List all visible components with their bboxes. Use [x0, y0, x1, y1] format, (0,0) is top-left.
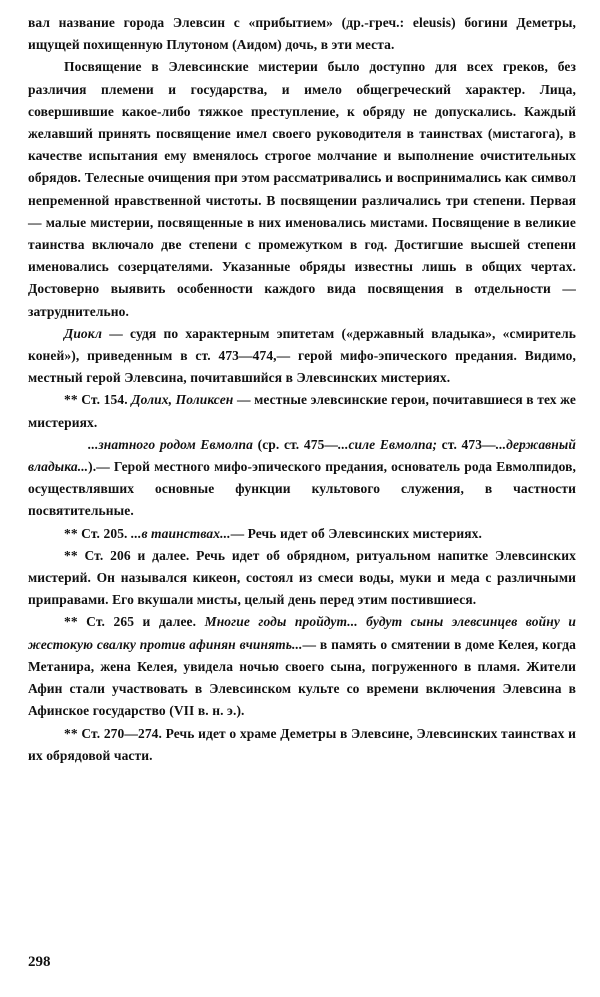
text-segment: ** Ст. 270—274. Речь идет о храме Деметры в Элевсине, Элевсинских таинствах и их обрядовой части.: [28, 725, 576, 763]
page-number: 298: [28, 954, 51, 970]
note-line-205: [28, 523, 576, 545]
text-segment: Долих, Поликсен: [131, 392, 234, 408]
text-segment: ст. 473—: [437, 436, 496, 452]
text-segment: ** Ст. 205.: [64, 525, 132, 541]
text-segment: Диокл: [64, 325, 103, 341]
note-line-154: [28, 389, 576, 433]
paragraph-initiation: [28, 56, 576, 322]
note-line-265: [28, 611, 576, 722]
text-segment: — Речь идет об Элевсинских мистериях.: [230, 525, 482, 541]
page-body: [28, 12, 576, 767]
text-segment: — судя по характерным эпитетам («державный владыка», «смиритель коней»), приведенным в ст. 473—474,— герой мифо-эпического предания. Видимо, местный герой Элевсина, почитавшийся в Элевсинских мистериях.: [28, 325, 576, 386]
text-segment: Многие годы пройдут... будут сыны элевсинцев войну и жестокую свалку против афинян вчинять...: [28, 614, 576, 652]
text-segment: ** Ст. 154.: [64, 392, 132, 408]
text-segment: ...в таинствах...: [131, 525, 231, 541]
paragraph-eleusis-name: [28, 12, 576, 56]
text-segment: (ср. ст. 475—: [253, 436, 339, 452]
text-segment: Посвящение в Элевсинские мистерии было доступно для всех греков, без различия племени и государства, и имело общегреческий характер. Лица, совершившие какое-либо тяжкое преступление, к обряду не допускались. Каждый желавший принять посвящение имел своего руководителя в таинствах (мистагога), в качестве испытания ему вменялось строгое молчание и выполнение очистительных обрядов. Телесные очищения при этом рассматривались и воспринимались как символ непременной нравственной чистоты. В посвящении различались три степени. Первая — малые мистерии, посвященные в них именовались мистами. Посвящение в великие таинства включало две степени с промежутком в год. Достигшие высшей степени именовались созерцателями. Указанные обряды известны лишь в общих чертах. Достоверно выявить особенности каждого вида посвящения в отдельности — затруднительно.: [28, 59, 576, 319]
text-segment: ** Ст. 206 и далее. Речь идет об обрядном, ритуальном напитке Элевсинских мистерий. Он назывался кикеон, состоял из смеси воды, муки и меда с различными приправами. Его вкушали мисты, целый день перед этим постившиеся.: [28, 547, 576, 608]
text-segment: вал название города Элевсин с «прибытием» (др.-греч.: eleusis) богини Деметры, ищущей похищенную Плутоном (Аидом) дочь, в эти места.: [28, 15, 576, 53]
text-segment: ** Ст. 265 и далее.: [64, 614, 205, 630]
note-line-206: [28, 545, 576, 612]
text-segment: ...знатного родом Евмолпа: [88, 436, 254, 452]
text-segment: — в память о смятении в доме Келея, когда Метанира, жена Келея, увидела ночью своего сына, погруженного в пламя. Жители Афин стали участвовать в Элевсинском культе со времени включения Элевсина в Афинское государство (VII в. н. э.).: [28, 636, 576, 719]
text-segment: ...силе Евмолпа;: [338, 436, 438, 452]
note-line-270: [28, 723, 576, 767]
text-segment: ...державный владыка...: [28, 436, 576, 475]
paragraph-diokl: [28, 323, 576, 390]
note-eumolpus: [28, 434, 576, 523]
text-segment: — местные элевсинские герои, почитавшиеся в тех же мистериях.: [28, 392, 576, 430]
text-segment: ).— Герой местного мифо-эпического предания, основатель рода Евмолпидов, осуществлявших основные функции культового служения, в частности посвятительные.: [28, 459, 576, 519]
